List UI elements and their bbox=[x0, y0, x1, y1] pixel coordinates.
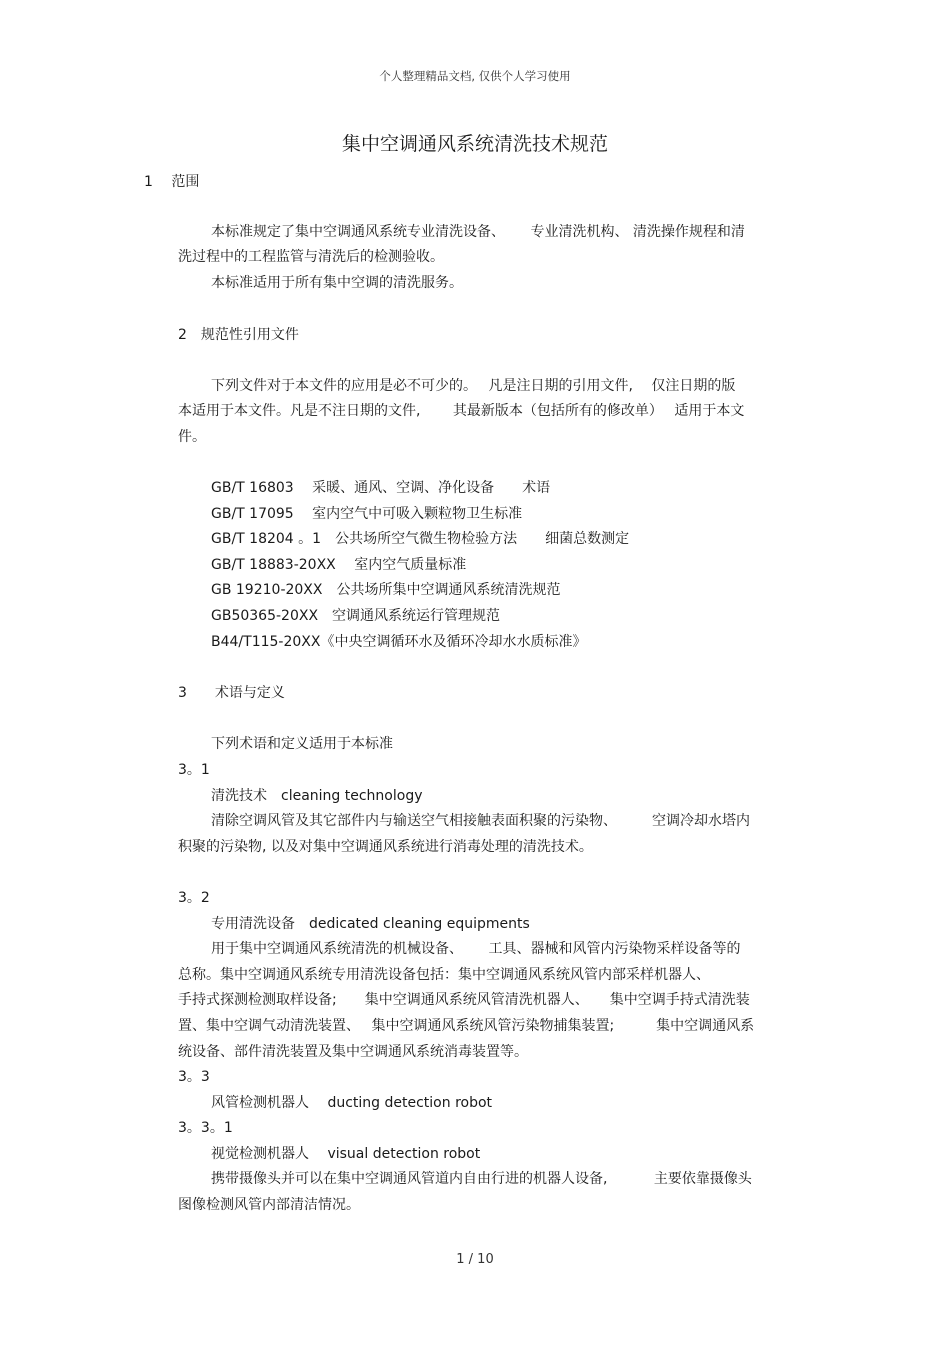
clause-number: 3。3。1 bbox=[178, 1120, 233, 1136]
section-1-paragraph-line: 本标准规定了集中空调通风系统专业清洗设备、 专业清洗机构、 清洗操作规程和清 bbox=[211, 224, 745, 240]
reference-item: GB50365-20XX 空调通风系统运行管理规范 bbox=[211, 608, 501, 624]
page-number: 1 / 10 bbox=[456, 1252, 494, 1267]
term-definition-line: 积聚的污染物, 以及对集中空调通风系统进行消毒处理的清洗技术。 bbox=[178, 839, 593, 855]
term-definition-line: 图像检测风管内部清洁情况。 bbox=[178, 1197, 360, 1213]
section-2-paragraph-line: 下列文件对于本文件的应用是必不可少的。 凡是注日期的引用文件, 仅注日期的版 bbox=[211, 378, 736, 394]
clause-number: 3。1 bbox=[178, 762, 210, 778]
reference-item: GB/T 16803 采暖、通风、空调、净化设备 术语 bbox=[211, 480, 551, 496]
reference-item: B44/T115-20XX《中央空调循环水及循环冷却水水质标准》 bbox=[211, 634, 587, 650]
reference-item: GB/T 18204 。1 公共场所空气微生物检验方法 细菌总数测定 bbox=[211, 531, 630, 547]
section-2-heading: 2 规范性引用文件 bbox=[178, 327, 299, 343]
section-3-heading: 3 术语与定义 bbox=[178, 685, 285, 701]
term-definition-line: 携带摄像头并可以在集中空调通风管道内自由行进的机器人设备, 主要依靠摄像头 bbox=[211, 1171, 752, 1187]
document-title: 集中空调通风系统清洗技术规范 bbox=[341, 133, 608, 155]
term-definition-line: 统设备、部件清洗装置及集中空调通风系统消毒装置等。 bbox=[178, 1044, 528, 1060]
term-definition-line: 手持式探测检测取样设备; 集中空调通风系统风管清洗机器人、 集中空调手持式清洗装 bbox=[178, 992, 750, 1008]
section-2-paragraph-line: 本适用于本文件。凡是不注日期的文件, 其最新版本（包括所有的修改单） 适用于本文 bbox=[178, 403, 745, 419]
clause-number: 3。3 bbox=[178, 1069, 210, 1085]
section-1-paragraph-line: 洗过程中的工程监管与清洗后的检测验收。 bbox=[178, 249, 444, 265]
term-title: 风管检测机器人 ducting detection robot bbox=[211, 1095, 493, 1111]
term-definition-line: 总称。集中空调通风系统专用清洗设备包括：集中空调通风系统风管内部采样机器人、 bbox=[178, 967, 710, 983]
section-2-paragraph-line: 件。 bbox=[178, 429, 206, 445]
section-3-intro: 下列术语和定义适用于本标准 bbox=[211, 736, 393, 752]
reference-item: GB/T 18883-20XX 室内空气质量标准 bbox=[211, 557, 467, 573]
page-header: 个人整理精品文档, 仅供个人学习使用 bbox=[379, 69, 571, 83]
term-title: 视觉检测机器人 visual detection robot bbox=[211, 1146, 481, 1162]
section-1-heading: 1 范围 bbox=[144, 174, 200, 190]
term-definition-line: 用于集中空调通风系统清洗的机械设备、 工具、器械和风管内污染物采样设备等的 bbox=[211, 941, 741, 957]
section-1-paragraph: 本标准适用于所有集中空调的清洗服务。 bbox=[211, 275, 463, 291]
clause-number: 3。2 bbox=[178, 890, 210, 906]
term-title: 专用清洗设备 dedicated cleaning equipments bbox=[211, 916, 530, 932]
term-title: 清洗技术 cleaning technology bbox=[211, 788, 423, 804]
term-definition-line: 清除空调风管及其它部件内与输送空气相接触表面积聚的污染物、 空调冷却水塔内 bbox=[211, 813, 750, 829]
reference-item: GB 19210-20XX 公共场所集中空调通风系统清洗规范 bbox=[211, 582, 561, 598]
reference-item: GB/T 17095 室内空气中可吸入颗粒物卫生标准 bbox=[211, 506, 523, 522]
term-definition-line: 置、集中空调气动清洗装置、 集中空调通风系统风管污染物捕集装置; 集中空调通风系 bbox=[178, 1018, 755, 1034]
